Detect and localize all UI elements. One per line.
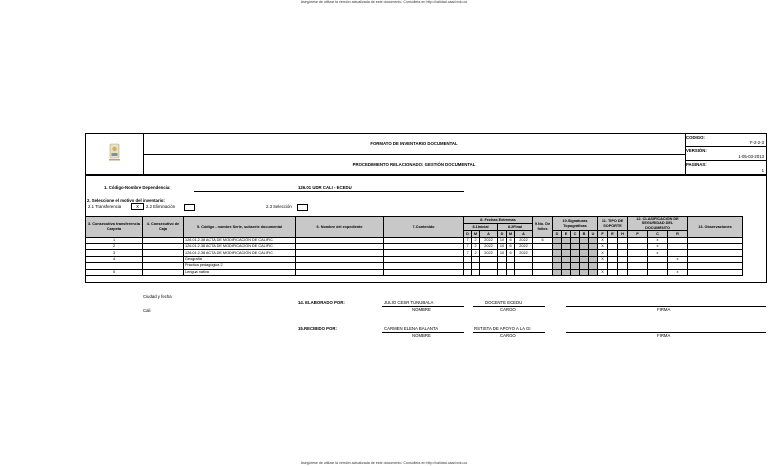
form-title: FORMATO DE INVENTARIO DOCUMENTAL	[143, 134, 685, 155]
col-codigo: 5. Código - nombre Serie, subserie documental	[184, 217, 296, 238]
seleccion-label: 2.3 Selección	[266, 204, 292, 209]
col-clas-c: C	[648, 231, 668, 237]
table-cell[interactable]: 4	[86, 256, 143, 262]
col-contenido: 7.Contenido	[384, 217, 464, 238]
table-cell[interactable]	[498, 269, 507, 275]
col-clasificacion: 12. CLASIFICACIÓN DE SEGURIDAD DEL DOCUMENTO	[628, 217, 688, 231]
recibido-nombre[interactable]: CARMEN ELENA BALANTA	[384, 326, 439, 331]
col-a2: A	[515, 231, 533, 237]
table-cell[interactable]	[608, 269, 618, 275]
col-a1: A	[480, 231, 498, 237]
table-cell[interactable]: 2	[472, 237, 480, 243]
table-cell[interactable]: 2	[472, 244, 480, 250]
ciudad-value[interactable]: Cali	[143, 308, 151, 313]
elaborado-cargo[interactable]: DOCENTE ECEDU	[485, 300, 523, 305]
table-row	[86, 269, 743, 275]
inventory-table	[85, 216, 743, 276]
col-d2: D	[498, 231, 507, 237]
table-cell[interactable]	[553, 269, 562, 275]
table-cell[interactable]	[562, 269, 571, 275]
table-cell[interactable]: X	[598, 250, 608, 256]
ciudad-label: Ciudad y fecha	[143, 294, 172, 299]
document-header	[85, 133, 767, 175]
table-cell[interactable]: 2022	[480, 250, 498, 256]
col-consecutivo: 3. Consecutivo transferencia Carpeta	[86, 217, 143, 238]
col-fecha-final: 8.2Final	[498, 224, 533, 231]
table-cell[interactable]	[618, 269, 628, 275]
table-cell[interactable]: x	[648, 250, 668, 256]
table-cell[interactable]	[589, 269, 598, 275]
recibido-nombre-caption: NOMBRE	[412, 333, 431, 338]
table-cell[interactable]	[384, 269, 464, 275]
table-cell[interactable]	[464, 269, 472, 275]
table-cell[interactable]: X	[598, 269, 608, 275]
col-expediente: 6. Nombre del expediente	[296, 217, 384, 238]
table-cell[interactable]: 7	[464, 237, 472, 243]
col-signaturas: 10.Signaturas Topográficas	[553, 217, 598, 231]
table-cell[interactable]: x	[668, 269, 688, 275]
version-value: 1-05-03-2013	[738, 153, 764, 159]
dependencia-underline	[194, 191, 464, 192]
codigo-label: CODIGO:	[686, 135, 705, 140]
col-folios: 9.No. De folios	[533, 217, 553, 238]
elaborado-cargo-caption: CARGO	[500, 307, 516, 312]
table-cell[interactable]: Geografía	[184, 256, 296, 262]
table-cell[interactable]: 2	[86, 244, 143, 250]
col-caja: 4. Consecutivo de Caja	[143, 217, 184, 238]
table-cell[interactable]: x	[648, 237, 668, 243]
col-fecha-inicial: 8.1Inicial	[464, 224, 498, 231]
elaborado-label: 14. ELABORADO POR:	[298, 300, 345, 305]
dependencia-label: 1. Código-Nombre Dependencia:	[104, 185, 171, 190]
table-cell[interactable]: 2022	[515, 250, 533, 256]
codigo-value: F-2-2-3	[749, 140, 764, 146]
dependencia-value[interactable]: 126.01 UDR CALI - ECEDU	[298, 185, 352, 190]
table-cell[interactable]: 2	[472, 250, 480, 256]
elaborado-nombre[interactable]: JULIO CESR TUNUBALA	[384, 300, 434, 305]
bottom-notice: Asegúrese de utilizar la versión actualizada de este documento. Consúltela en http://calidad.usad.edu.co	[300, 461, 468, 465]
col-m2: M	[507, 231, 515, 237]
table-cell[interactable]: 5	[86, 269, 143, 275]
col-soporte: 11. TIPO DE SOPORTE	[598, 217, 628, 231]
table-cell[interactable]: X	[598, 237, 608, 243]
paginas-value: 1	[761, 167, 764, 173]
col-clas-r: R	[668, 231, 688, 237]
elaborado-firma-caption: FIRMA	[657, 307, 671, 312]
table-cell[interactable]: x	[668, 256, 688, 262]
table-cell[interactable]: 7	[464, 250, 472, 256]
table-cell[interactable]: 126.01.2.38 ACTA DE MODIFICACIÓN DE CALIFIC	[184, 237, 296, 243]
table-cell[interactable]: Lengua nativa	[184, 269, 296, 275]
col-sop-e: E	[608, 231, 618, 237]
version-label: VERSIÓN:	[686, 148, 707, 154]
transferencia-label: 2.1 Transferencia	[88, 204, 122, 209]
col-sop-h: H	[618, 231, 628, 237]
eliminacion-label: 2.2 Eliminación	[146, 204, 176, 209]
table-cell[interactable]: 2022	[515, 244, 533, 250]
col-sig-d: D	[553, 231, 562, 237]
table-cell[interactable]: 1	[86, 237, 143, 243]
table-cell[interactable]: 2022	[480, 237, 498, 243]
table-cell[interactable]	[480, 269, 498, 275]
recibido-cargo-caption: CARGO	[500, 333, 516, 338]
col-sop-f: F	[598, 231, 608, 237]
table-cell[interactable]: 6	[507, 250, 515, 256]
col-clas-p: P	[628, 231, 648, 237]
col-d1: D	[464, 231, 472, 237]
table-cell[interactable]: 7	[464, 244, 472, 250]
col-sig-e: E	[562, 231, 571, 237]
table-cell[interactable]	[648, 269, 668, 275]
header-metadata	[685, 134, 766, 174]
table-cell[interactable]	[515, 269, 533, 275]
table-cell[interactable]: 6	[533, 237, 553, 243]
seleccion-checkbox[interactable]	[297, 204, 308, 211]
table-cell[interactable]	[507, 269, 515, 275]
table-cell[interactable]	[143, 269, 184, 275]
table-cell[interactable]: X	[598, 256, 608, 262]
header-titles	[143, 134, 686, 174]
transferencia-checkbox[interactable]: X	[131, 203, 144, 210]
table-cell[interactable]: 6	[507, 237, 515, 243]
table-cell[interactable]	[472, 269, 480, 275]
table-cell[interactable]: 10	[498, 250, 507, 256]
table-cell[interactable]: x	[648, 244, 668, 250]
paginas-label: PAGINAS:	[686, 161, 707, 167]
table-cell[interactable]: 10	[498, 244, 507, 250]
table-cell[interactable]	[580, 269, 589, 275]
col-m1: M	[472, 231, 480, 237]
col-sig-b: B	[580, 231, 589, 237]
table-cell[interactable]: Práctica pedagógica 2	[184, 263, 296, 269]
table-cell[interactable]	[296, 269, 384, 275]
eliminacion-checkbox[interactable]	[184, 204, 195, 211]
motivo-label: 2. Seleccione el motivo del inventario:	[87, 198, 165, 203]
col-fechas: 8. Fechas Extremas	[464, 217, 533, 224]
col-observaciones: 13. Observaciones	[688, 217, 743, 238]
logo-icon	[86, 134, 143, 174]
col-sig-u: U	[589, 231, 598, 237]
table-cell[interactable]	[628, 269, 648, 275]
table-cell[interactable]	[688, 269, 743, 275]
table-cell[interactable]: 2022	[515, 237, 533, 243]
procedure-title: PROCEDIMIENTO RELACIONADO: GESTIÓN DOCUMENTAL	[352, 162, 476, 167]
top-notice: Asegúrese de utilizar la versión actualizada de este documento. Consúltela en http://calidad.usad.edu.co	[300, 0, 468, 4]
table-cell[interactable]: 10	[498, 237, 507, 243]
recibido-firma-caption: FIRMA	[657, 333, 671, 338]
elaborado-nombre-caption: NOMBRE	[412, 307, 431, 312]
table-cell[interactable]: X	[598, 244, 608, 250]
table-cell[interactable]: 3	[86, 250, 143, 256]
table-cell[interactable]: 126.01.2.38 ACTA DE MODIFICACIÓN DE CALIFIC	[184, 244, 296, 250]
table-cell[interactable]	[571, 269, 580, 275]
table-cell[interactable]: 6	[507, 244, 515, 250]
recibido-cargo[interactable]: RSTISTA DE APOYO A LA GI	[474, 326, 531, 331]
recibido-label: 15.RECIBIDO POR:	[298, 326, 337, 331]
col-sig-c: C	[571, 231, 580, 237]
table-cell[interactable]	[533, 269, 553, 275]
institution-logo	[86, 134, 144, 174]
table-cell[interactable]: 126.01.2.38 ACTA DE MODIFICACIÓN DE CALIFIC	[184, 250, 296, 256]
table-cell[interactable]: 2022	[480, 244, 498, 250]
